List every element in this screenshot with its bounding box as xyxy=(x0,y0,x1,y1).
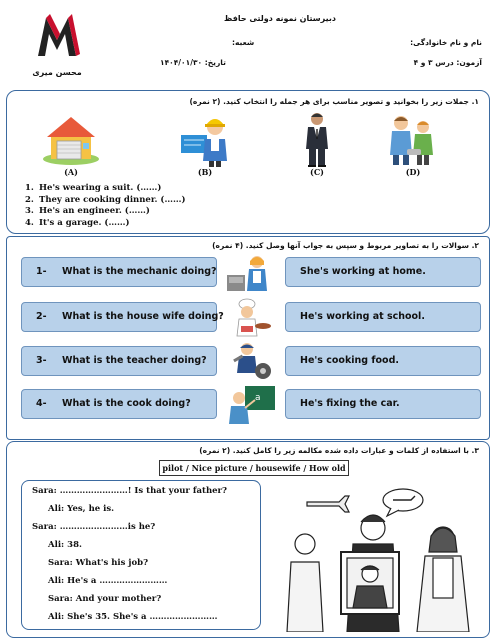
question-box[interactable]: 4- What is the cook doing? xyxy=(21,389,217,419)
worksheet-header xyxy=(10,6,486,86)
exam-title: آزمون: درس ۳ و ۴ xyxy=(413,58,482,67)
man-in-suit-icon xyxy=(287,109,347,169)
dialog-line: Sara: What's his job? xyxy=(48,558,149,568)
dialog-line: Ali: Yes, he is. xyxy=(48,504,115,514)
school-name: دبیرستان نمونه دولتی حافظ xyxy=(224,14,336,23)
answer-box[interactable]: He's working at school. xyxy=(285,302,481,332)
family-cooking-icon xyxy=(383,109,443,169)
family-photo-illustration xyxy=(283,482,479,632)
picture-label-c: (C) xyxy=(310,167,324,177)
dialog-line[interactable]: Ali: She's 35. She's a …………………… xyxy=(48,612,218,622)
answer-box[interactable]: He's fixing the car. xyxy=(285,389,481,419)
dialog-line[interactable]: Ali: He's a …………………… xyxy=(48,576,168,586)
cook-icon xyxy=(225,298,277,338)
housewife-icon xyxy=(225,253,277,293)
section2-instruction: ۲. سوالات را به تصاویر مربوط و سپس به جواب آنها وصل کنید. (۴ نمره) xyxy=(212,241,479,250)
answer-box[interactable]: She's working at home. xyxy=(285,257,481,287)
list-item: 2. They are cooking dinner. (……) xyxy=(25,194,186,205)
student-name-field[interactable]: نام و نام خانوادگی: xyxy=(410,38,482,47)
svg-text:a: a xyxy=(255,393,261,403)
mechanic-icon xyxy=(225,341,277,381)
section-question-matching xyxy=(6,236,490,440)
m-logo-icon xyxy=(16,10,98,68)
question-box[interactable]: 3- What is the teacher doing? xyxy=(21,346,217,376)
question-box[interactable]: 1- What is the mechanic doing? xyxy=(21,257,217,287)
answer-box[interactable]: He's cooking food. xyxy=(285,346,481,376)
section-dialog-completion xyxy=(6,441,490,638)
picture-label-b: (B) xyxy=(197,167,213,177)
house-garage-icon xyxy=(41,109,101,169)
dialog-line[interactable]: Sara: ……………………is he? xyxy=(32,522,156,532)
dialog-line[interactable]: Sara: ……………………! Is that your father? xyxy=(32,486,228,496)
section-picture-matching xyxy=(6,90,490,234)
dialog-line: Ali: 38. xyxy=(48,540,82,550)
dialog-box xyxy=(21,480,261,630)
section3-instruction: ۳. با استفاده از کلمات و عبارات داده شده مکالمه زیر را کامل کنید. (۲ نمره) xyxy=(199,446,479,455)
question-box[interactable]: 2- What is the house wife doing? xyxy=(21,302,217,332)
teacher-icon xyxy=(225,384,277,424)
engineer-icon xyxy=(175,109,235,169)
teacher-logo xyxy=(16,10,98,82)
word-bank: pilot / Nice picture / housewife / How old xyxy=(159,460,349,476)
list-item: 4. It's a garage. (……) xyxy=(25,217,130,228)
list-item: 1. He's wearing a suit. (……) xyxy=(25,183,162,193)
teacher-name: محسن میری xyxy=(32,68,82,77)
sentence-list xyxy=(25,183,185,229)
dialog-line: Sara: And your mother? xyxy=(48,594,162,604)
exam-date: تاریخ: ۱۴۰۴/۰۱/۳۰ xyxy=(160,58,226,67)
picture-label-d: (D) xyxy=(405,167,421,177)
list-item: 3. He's an engineer. (……) xyxy=(25,206,150,216)
section1-instruction: ۱. جملات زیر را بخوانید و تصویر مناسب برای هر جمله را انتخاب کنید. (۲ نمره) xyxy=(189,97,479,106)
picture-label-a: (A) xyxy=(64,167,78,177)
class-field[interactable]: شعبه: xyxy=(232,38,255,47)
